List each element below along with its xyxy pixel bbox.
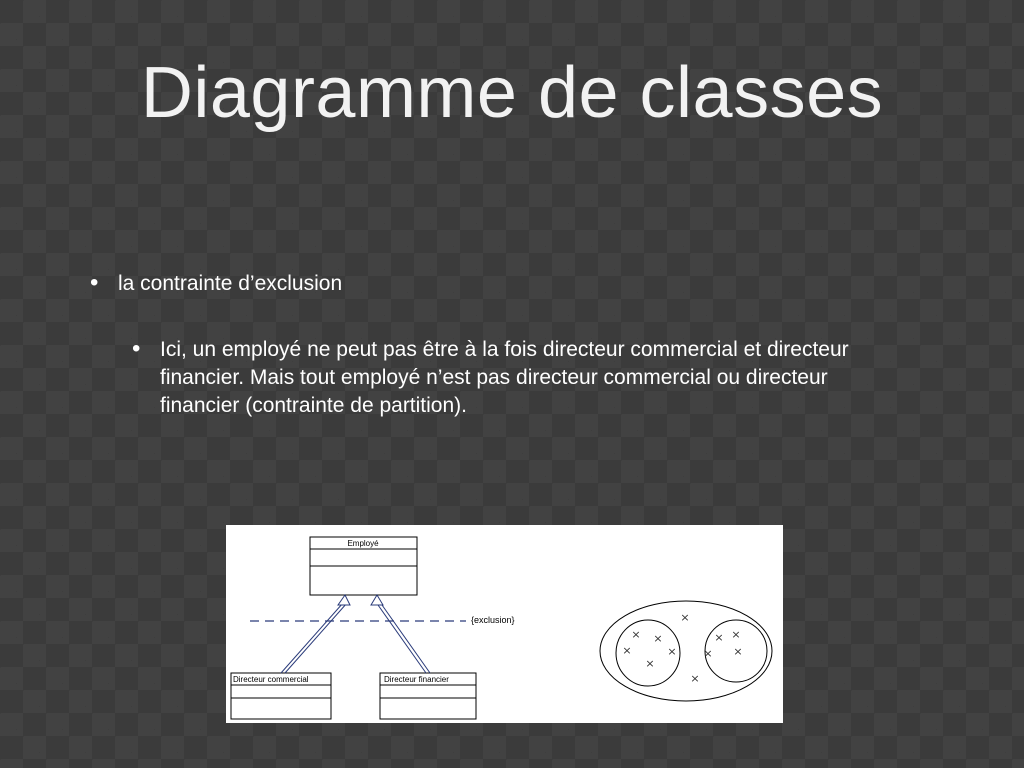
set-element-marker: × [653, 632, 663, 645]
class-name-directeur-commercial: Directeur commercial [233, 675, 309, 684]
set-diagram [600, 601, 772, 701]
slide-title: Diagramme de classes [140, 53, 884, 133]
class-box-directeur-commercial [231, 673, 331, 719]
bullet-text-exclusion: la contrainte d’exclusion [118, 272, 343, 295]
set-element-marker: × [731, 628, 741, 641]
uml-diagram-image [226, 525, 783, 723]
constraint-label: {exclusion} [471, 615, 515, 625]
set-element-marker: × [703, 647, 713, 660]
set-element-marker: × [733, 645, 743, 658]
class-name-employe: Employé [347, 539, 379, 548]
uml-diagram-svg [226, 525, 783, 723]
set-element-marker: × [622, 644, 632, 657]
bullet-level-2 [132, 336, 912, 420]
class-name-directeur-financier: Directeur financier [384, 675, 449, 684]
bullet-dot: • [90, 269, 99, 296]
class-box-employe [310, 537, 417, 595]
class-box-directeur-financier [380, 673, 476, 719]
set-element-marker: × [667, 645, 677, 658]
set-element-marker: × [631, 628, 641, 641]
set-element-marker: × [680, 611, 690, 624]
set-element-marker: × [714, 631, 724, 644]
set-element-marker: × [645, 657, 655, 670]
generalization-arrow-left [281, 595, 350, 673]
set-element-marker: × [690, 672, 700, 685]
bullet-dot: • [132, 335, 141, 362]
generalization-arrow-right [371, 595, 430, 673]
bullet-text-explanation: Ici, un employé ne peut pas être à la fois directeur commercial et directeur financier. Mais tout employé n’est pas directeur commercial ou directeur financier (contrainte de partition). [160, 338, 849, 417]
